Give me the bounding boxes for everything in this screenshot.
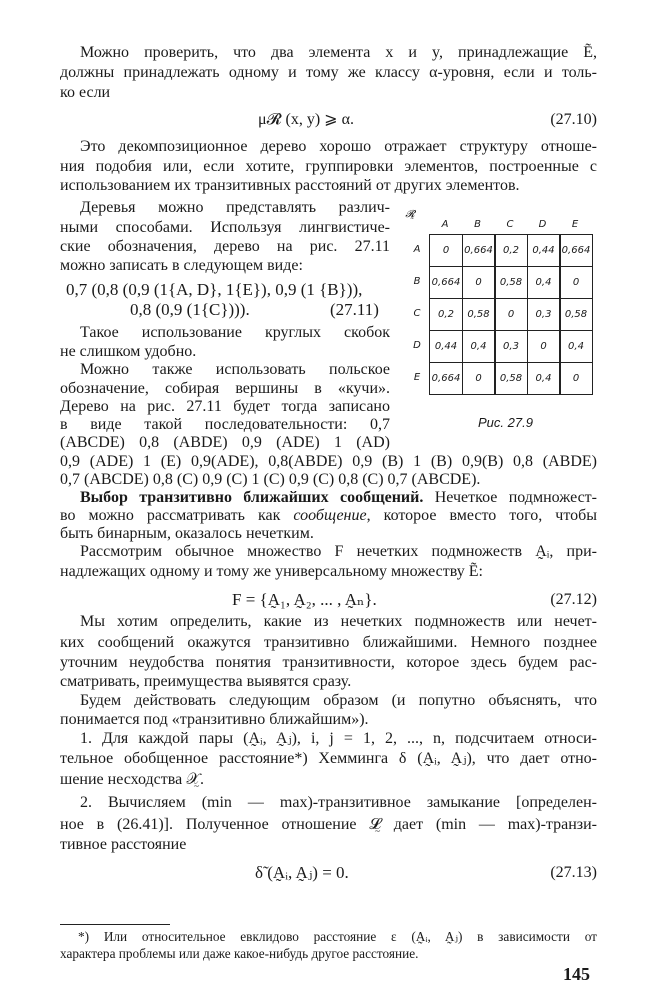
text-line: ное в (26.41)]. Полученное отношение 𝓛̰ дает (min — max)-транзи- bbox=[60, 816, 597, 833]
text-run: Нечеткое подмножест- bbox=[423, 489, 597, 506]
text-line: не слишком удобно. bbox=[60, 343, 197, 360]
text-line bbox=[80, 489, 597, 507]
matrix-cell: 0,4 bbox=[527, 266, 561, 299]
text-line: Дерево на рис. 27.11 будет тогда записано bbox=[60, 398, 390, 415]
equation: μ𝓡 (x, y) ⩾ α. bbox=[258, 111, 354, 128]
text-line: можно записать в следующем виде: bbox=[60, 257, 303, 274]
text-line: тельное обобщенное расстояние*) Хемминга δ (A̰ᵢ, A̰ⱼ), что дает отно- bbox=[60, 750, 597, 767]
column-header: E bbox=[571, 219, 579, 230]
matrix-cell: 0,4 bbox=[527, 362, 561, 395]
equation: δ̃ (A̰ᵢ, A̰ⱼ) = 0. bbox=[255, 863, 349, 882]
row-header: C bbox=[413, 308, 421, 319]
matrix-cell: 0 bbox=[494, 298, 528, 331]
text-line: ские обозначения, дерево на рис. 27.11 bbox=[60, 238, 390, 255]
matrix-cell: 0,664 bbox=[429, 266, 463, 299]
matrix-cell: 0,44 bbox=[527, 234, 561, 267]
text-line: тивное расстояние bbox=[60, 836, 187, 853]
text-line: Такое использование круглых скобок bbox=[80, 324, 390, 341]
matrix-cell: 0,44 bbox=[429, 330, 463, 363]
text-run: , которое вместо того, чтобы bbox=[366, 507, 597, 524]
footnote-rule bbox=[60, 924, 170, 925]
text-line: уточним неудобства понятия транзитивности, которое здесь будем рас- bbox=[60, 654, 597, 671]
equation: 0,7 (0,8 (0,9 (1{A, D}, 1{E}), 0,9 (1 {B})), bbox=[66, 280, 363, 299]
text-line: быть бинарным, оказалось нечетким. bbox=[60, 525, 314, 542]
matrix-symbol: 𝓡̰ bbox=[405, 209, 415, 220]
page-number: 145 bbox=[563, 964, 590, 984]
matrix-cell: 0,58 bbox=[494, 362, 528, 395]
row-header: E bbox=[413, 372, 421, 383]
text-line: Будем действовать следующим образом (и попутно объяснять, что bbox=[80, 692, 597, 709]
text-line: сматривать, преимущества выявятся сразу. bbox=[60, 673, 352, 690]
matrix-cell: 0,4 bbox=[462, 330, 496, 363]
section-heading: Выбор транзитивно ближайших сообщений. bbox=[80, 489, 424, 506]
matrix-cell: 0,2 bbox=[494, 234, 528, 267]
text-run: во можно рассматривать как bbox=[60, 507, 294, 524]
figure-caption: Рис. 27.9 bbox=[478, 415, 533, 430]
equation-number: (27.10) bbox=[550, 111, 597, 128]
text-line: Деревья можно представлять различ- bbox=[80, 199, 390, 216]
column-header: D bbox=[538, 219, 547, 230]
text-line: ко если bbox=[60, 84, 111, 101]
matrix-cell: 0,2 bbox=[429, 298, 463, 331]
emphasis: сообщение bbox=[293, 507, 367, 524]
matrix-cell: 0,3 bbox=[527, 298, 561, 331]
text-line: должны принадлежать одному и тому же классу α-уровня, если и толь- bbox=[60, 64, 597, 81]
equation-number: (27.13) bbox=[550, 864, 597, 881]
text-line: надлежащих одному и тому же универсальному множеству Ẽ: bbox=[60, 563, 483, 580]
text-line: понимается под «транзитивно ближайшим»). bbox=[60, 711, 369, 728]
matrix-cell: 0,3 bbox=[494, 330, 528, 363]
text-line: Можно проверить, что два элемента x и y, принадлежащие Ẽ, bbox=[80, 44, 597, 61]
text-line: 1. Для каждой пары (A̰ᵢ, A̰ⱼ), i, j = 1, 2, ..., n, подсчитаем относи- bbox=[80, 730, 597, 747]
matrix-cell: 0 bbox=[462, 362, 496, 395]
text-line: (ABCDE) 0,8 (ABDE) 0,9 (ADE) 1 (AD) bbox=[60, 434, 390, 451]
text-line: ными способами. Используя лингвистиче- bbox=[60, 219, 390, 236]
footnote-line: *) Или относительное евклидово расстояние ε (A̰ᵢ, A̰ⱼ) в зависимости от bbox=[78, 929, 597, 944]
matrix-cell: 0,664 bbox=[429, 362, 463, 395]
text-line: Можно также использовать польское bbox=[80, 361, 390, 378]
matrix-cell: 0,58 bbox=[462, 298, 496, 331]
equation-number: (27.12) bbox=[550, 591, 597, 608]
matrix-cell: 0 bbox=[429, 234, 463, 267]
matrix-cell: 0 bbox=[462, 266, 496, 299]
matrix-cell: 0 bbox=[559, 266, 593, 299]
matrix-cell: 0 bbox=[527, 330, 561, 363]
footnote-line: характера проблемы или даже какое-нибудь другое расстояние. bbox=[60, 946, 419, 961]
column-header: B bbox=[474, 219, 481, 230]
text-line: Рассмотрим обычное множество F нечетких подмножеств A̰ᵢ, при- bbox=[80, 543, 597, 560]
column-header: C bbox=[506, 219, 514, 230]
row-header: A bbox=[413, 244, 421, 255]
text-line bbox=[60, 507, 597, 525]
equation: F = {A̰₁, A̰₂, ... , A̰ₙ}. bbox=[232, 590, 377, 609]
text-line: в виде такой последовательности: 0,7 bbox=[60, 416, 390, 433]
text-line: ких сообщений окажутся транзитивно ближайшими. Немного позднее bbox=[60, 634, 597, 651]
text-line: Мы хотим определить, какие из нечетких подмножеств или нечет- bbox=[80, 613, 597, 630]
matrix-cell: 0,664 bbox=[559, 234, 593, 267]
text-line: обозначение, собирая вершины в «кучи». bbox=[60, 380, 390, 397]
text-line: Это декомпозиционное дерево хорошо отражает структуру отноше- bbox=[80, 138, 597, 155]
row-header: B bbox=[413, 276, 421, 287]
text-line: 0,7 (ABCDE) 0,8 (C) 0,9 (C) 1 (C) 0,9 (C) 0,8 (C) 0,7 (ABCDE). bbox=[60, 471, 481, 488]
text-line: 2. Вычисляем (min — max)-транзитивное замыкание [определен- bbox=[80, 794, 597, 811]
text-line: шение несходства 𝒳̰. bbox=[60, 771, 204, 788]
matrix-cell: 0 bbox=[559, 362, 593, 395]
matrix-cell: 0,4 bbox=[559, 330, 593, 363]
matrix-cell: 0,58 bbox=[494, 266, 528, 299]
text-line: 0,9 (ADE) 1 (E) 0,9(ADE), 0,8(ABDE) 0,9 (B) 1 (B) 0,9(B) 0,8 (ABDE) bbox=[60, 453, 597, 470]
text-line: использованием их транзитивных расстояний от других элементов. bbox=[60, 177, 520, 194]
column-header: A bbox=[441, 219, 449, 230]
matrix-cell: 0,664 bbox=[462, 234, 496, 267]
equation: 0,8 (0,9 (1{C}))). bbox=[130, 300, 250, 319]
matrix-cell: 0,58 bbox=[559, 298, 593, 331]
text-line: ния подобия или, если хотите, группировки элементов, построенные с bbox=[60, 158, 597, 175]
equation-number: (27.11) bbox=[330, 300, 379, 319]
row-header: D bbox=[413, 340, 421, 351]
